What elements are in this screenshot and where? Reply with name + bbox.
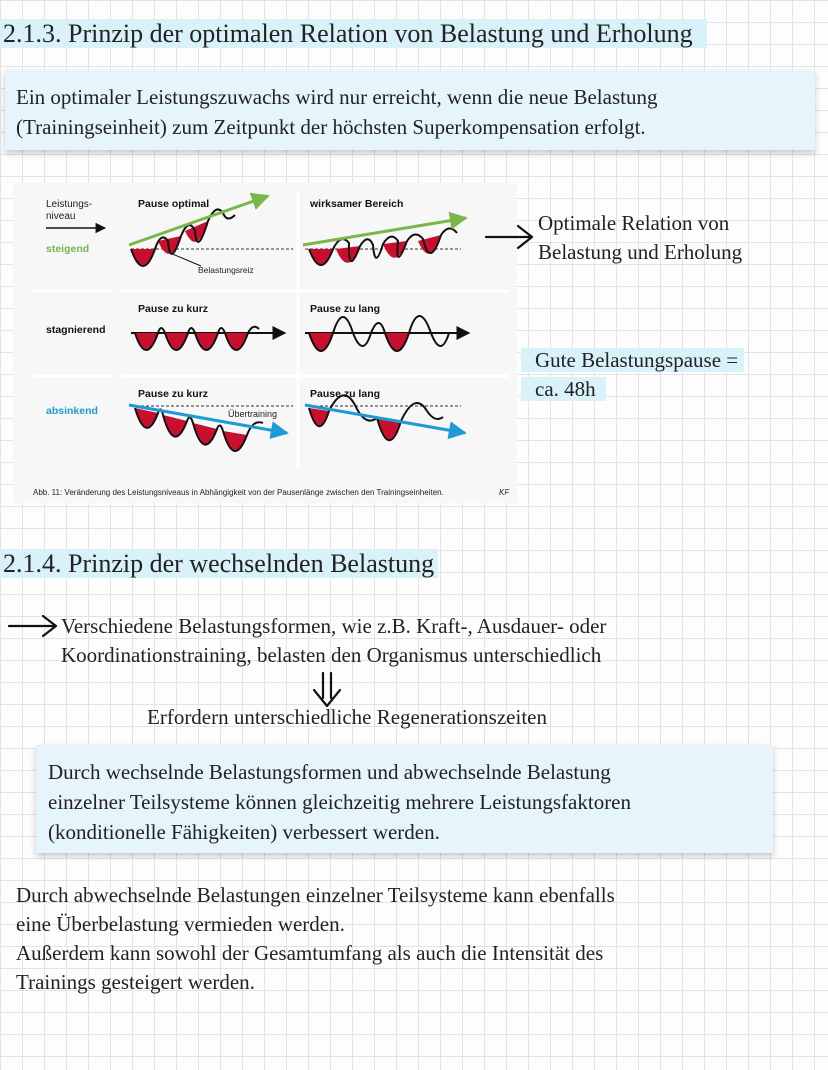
note-pause-line-1: Gute Belastungspause = [521, 348, 744, 372]
training-figure-svg [13, 183, 517, 503]
training-figure [13, 183, 517, 503]
paragraph-line-2: eine Überbelastung vermieden werden. [16, 912, 345, 936]
annotation-overtraining: Übertraining [228, 409, 278, 419]
consequence-text: Erfordern unterschiedliche Regenerationszeiten [147, 705, 547, 729]
panel-title-r1c2: wirksamer Bereich [310, 198, 404, 210]
summary-line-3: (konditionelle Fähigkeiten) verbessert werden. [48, 820, 440, 844]
label-rising: steigend [46, 243, 90, 255]
note-pause-line-2: ca. 48h [521, 377, 606, 401]
note-optimal-line-2: Belastung und Erholung [538, 240, 743, 264]
annotation-stimulus: Belastungsreiz [198, 265, 254, 275]
arrow-right-icon [482, 222, 538, 252]
summary-line-2: einzelner Teilsysteme können gleichzeitig mehrere Leistungsfaktoren [48, 790, 632, 814]
panel-r2c2 [305, 316, 469, 351]
closing-paragraph [16, 881, 615, 997]
label-level-1: Leistungs- [46, 199, 93, 210]
paragraph-line-4: Trainings gesteigert werden. [16, 970, 255, 994]
panel-r3c1 [129, 405, 293, 451]
summary-line-1: Durch wechselnde Belastungsformen und abwechselnde Belastung [48, 760, 611, 784]
note-pause [521, 346, 744, 404]
panel-title-r3c2: Pause zu lang [310, 388, 381, 400]
definition-line-1: Ein optimaler Leistungszuwachs wird nur erreicht, wenn die neue Belastung [16, 85, 658, 109]
paragraph-line-1: Durch abwechselnde Belastungen einzelner Teilsysteme kann ebenfalls [16, 883, 615, 907]
figure-caption: Abb. 11: Veränderung des Leistungsniveaus in Abhängigkeit von der Pausenlänge zwischen den Trainingseinheiten. [33, 488, 444, 497]
label-level-2: niveau [46, 211, 76, 222]
label-stagnating: stagnierend [46, 324, 106, 336]
panel-title-r2c2: Pause zu lang [310, 303, 381, 315]
panel-title-r2c1: Pause zu kurz [138, 303, 209, 315]
panel-r3c2 [305, 395, 465, 440]
definition-box [5, 70, 815, 150]
panel-title-r1c1: Pause optimal [138, 198, 210, 210]
figure-source: KF [499, 488, 510, 497]
summary-box [36, 745, 773, 853]
panel-r2c1 [131, 327, 285, 350]
label-declining: absinkend [46, 405, 98, 417]
note-optimal-relation [538, 209, 742, 267]
section-heading-2-1-3: 2.1.3. Prinzip der optimalen Relation von Belastung und Erholung [0, 17, 707, 51]
statement-line-1: Verschiedene Belastungsformen, wie z.B. Kraft-, Ausdauer- oder [61, 614, 607, 638]
panel-r1c2 [303, 218, 466, 265]
statement-line-2: Koordinationstraining, belasten den Organismus unterschiedlich [61, 643, 602, 667]
arrow-right-icon-2 [6, 613, 62, 639]
paragraph-line-3: Außerdem kann sowohl der Gesamtumfang als auch die Intensität des [16, 941, 604, 965]
section-heading-2-1-4: 2.1.4. Prinzip der wechselnden Belastung [0, 547, 438, 581]
panel-title-r3c1: Pause zu kurz [138, 388, 209, 400]
definition-line-2: (Trainingseinheit) zum Zeitpunkt der höchsten Superkompensation erfolgt. [16, 115, 646, 139]
note-optimal-line-1: Optimale Relation von [538, 211, 730, 235]
